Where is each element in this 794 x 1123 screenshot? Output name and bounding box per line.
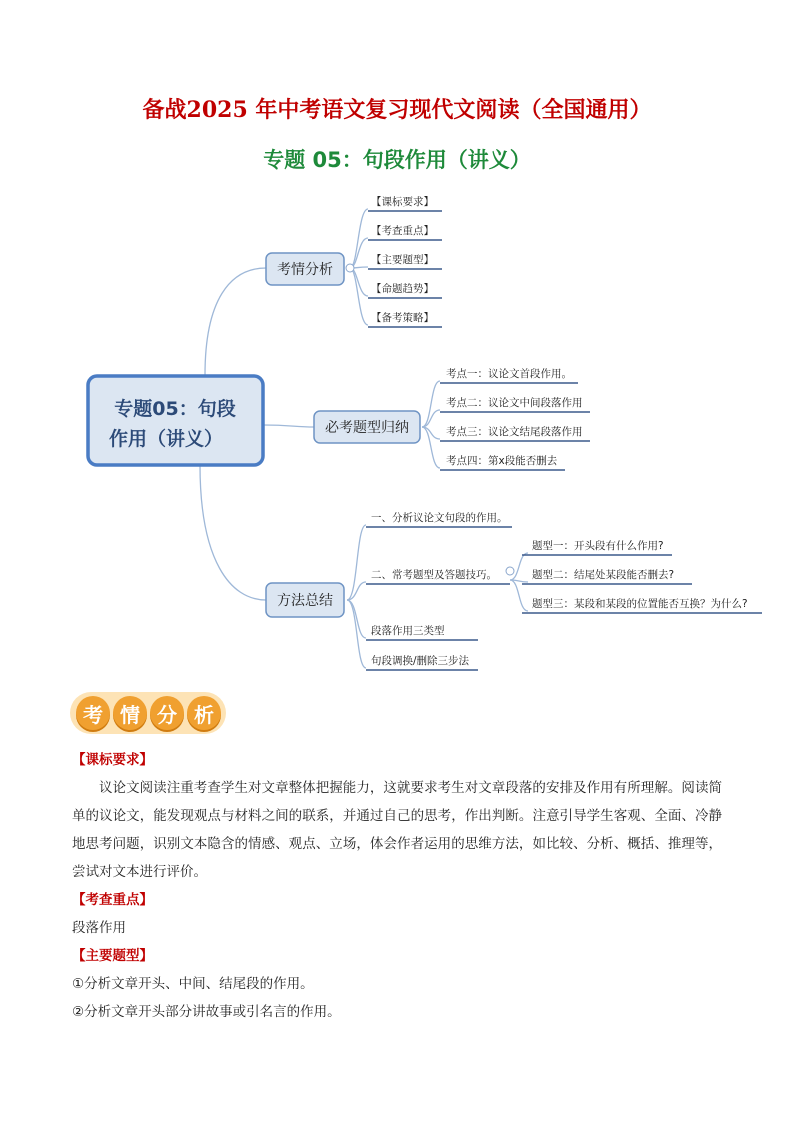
- leaf-b3-2: 二、常考题型及答题技巧。: [371, 569, 497, 581]
- section-badge: [76, 696, 221, 730]
- badge-char-1: 考: [76, 696, 110, 730]
- root-node: [88, 376, 263, 465]
- document-subtitle: 专题 05：句段作用（讲义）: [263, 148, 531, 172]
- root-line-2: 作用（讲义）: [108, 428, 224, 450]
- heading-focus: 【考查重点】: [72, 892, 153, 908]
- leaf-b2-3: 考点三：议论文结尾段落作用: [446, 426, 583, 438]
- leaf-b1-5: 【备考策略】: [371, 312, 434, 324]
- leaf-b1-2: 【考查重点】: [371, 225, 434, 237]
- leaf-b1-1: 【课标要求】: [371, 196, 434, 208]
- leaf-b2-1: 考点一：议论文首段作用。: [446, 368, 572, 380]
- leaf-b3-sub-2: 题型二：结尾处某段能否删去?: [532, 569, 675, 581]
- leaf-b2-2: 考点二：议论文中间段落作用: [446, 397, 583, 409]
- leaf-b3-sub-3: 题型三：某段和某段的位置能否互换？为什么?: [532, 598, 748, 610]
- leaf-b3-4: 句段调换/删除三步法: [371, 655, 470, 667]
- leaf-b3-3: 段落作用三类型: [371, 625, 445, 637]
- leaf-b2-4: 考点四：第x段能否删去: [446, 455, 558, 467]
- mind-map: [0, 180, 794, 680]
- root-line-1: 专题05：句段: [114, 398, 236, 420]
- document-body: [72, 746, 722, 1026]
- heading-curriculum: 【课标要求】: [72, 752, 153, 768]
- badge-char-4: 析: [187, 696, 221, 730]
- branch-label-3: 方法总结: [277, 593, 333, 609]
- leaf-b3-1: 一、分析议论文句段的作用。: [371, 512, 508, 524]
- question-type-1: ①分析文章开头、中间、结尾段的作用。: [72, 976, 314, 992]
- leaf-b1-4: 【命题趋势】: [371, 283, 434, 295]
- branch-label-1: 考情分析: [277, 262, 333, 278]
- branch-label-2: 必考题型归纳: [325, 420, 409, 436]
- badge-char-3: 分: [150, 696, 184, 730]
- leaf-b1-3: 【主要题型】: [371, 254, 434, 266]
- heading-question-types: 【主要题型】: [72, 948, 153, 964]
- paragraph-curriculum: 议论文阅读注重考查学生对文章整体把握能力，这就要求考生对文章段落的安排及作用有所理解。阅读简单的议论文，能发现观点与材料之间的联系，并通过自己的思考，作出判断。注意引导学生客观、全面、冷静地思考问题，识别文本隐含的情感、观点、立场，体会作者运用的思维方法，如比较、分析、概括、推理等，尝试对文本进行评价。: [72, 780, 722, 880]
- document-title: 备战2025 年中考语文复习现代文阅读（全国通用）: [142, 97, 652, 123]
- question-type-2: ②分析文章开头部分讲故事或引名言的作用。: [72, 1004, 341, 1020]
- badge-char-2: 情: [113, 696, 147, 730]
- paragraph-focus: 段落作用: [72, 920, 126, 936]
- leaf-b3-sub-1: 题型一：开头段有什么作用?: [532, 540, 664, 552]
